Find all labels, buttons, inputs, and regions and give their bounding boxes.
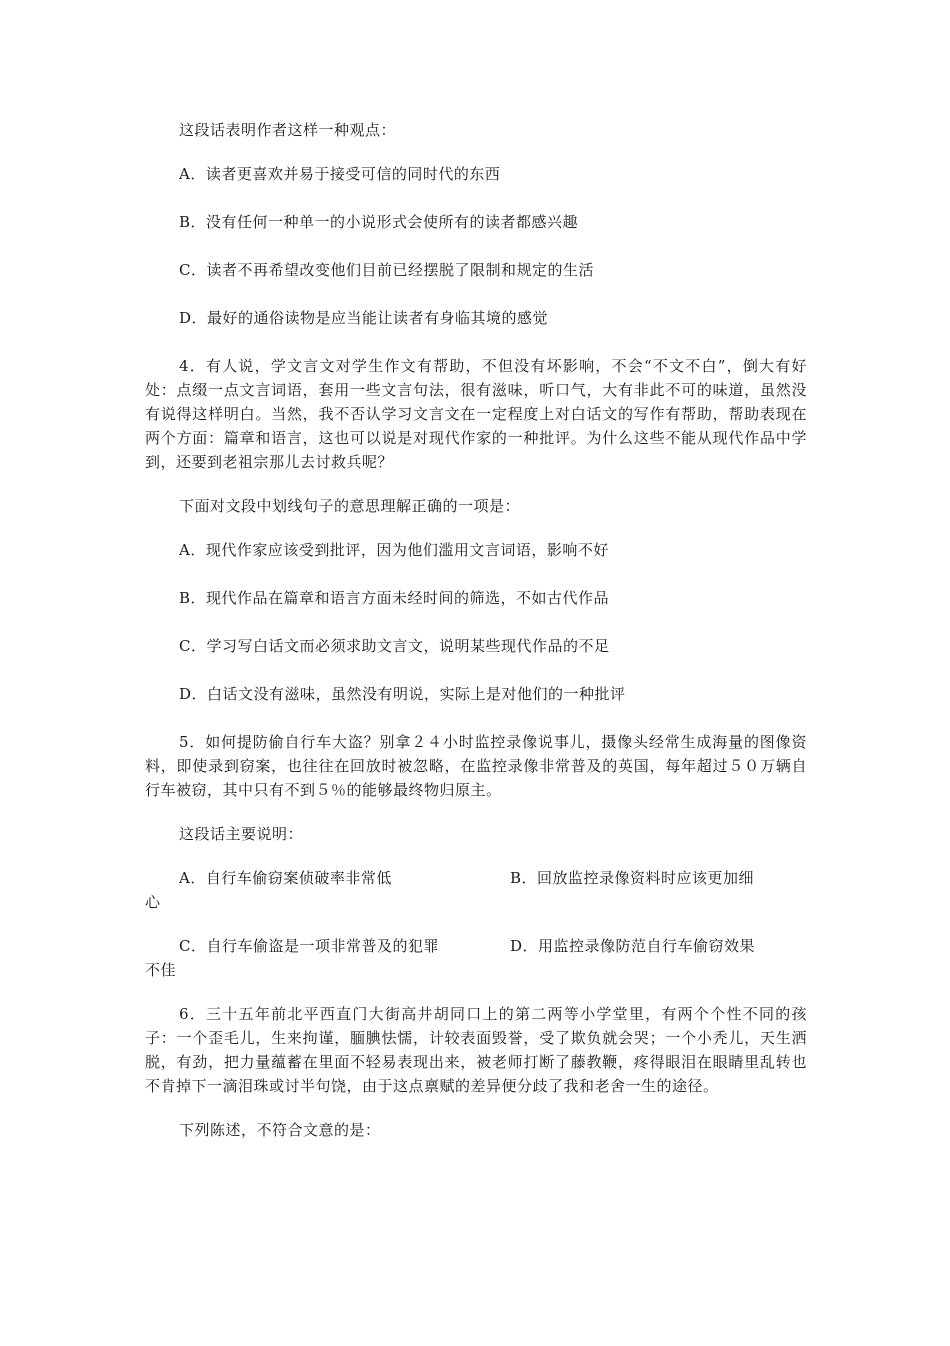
q4-option-a: A．现代作家应该受到批评，因为他们滥用文言词语，影响不好 <box>179 541 609 559</box>
q6-passage: 6．三十五年前北平西直门大街高井胡同口上的第二两等小学堂里，有两个个性不同的孩子：一个歪毛儿，生来拘谨，腼腆怯懦，计较表面毁誉，受了欺负就会哭；一个小秃儿，天生洒脱，有劲，把力量蕴蓄在里面不轻易表现出来，被老师打断了藤教鞭，疼得眼泪在眼睛里乱转也不肯掉下一滴泪珠或讨半句饶，由于这点禀赋的差异便分歧了我和老舍一生的途径。 <box>145 1005 807 1095</box>
q5-option-c: C．自行车偷盗是一项非常普及的犯罪 <box>179 937 439 955</box>
q5-option-b-wrap: 心 <box>145 893 161 911</box>
document-page <box>145 118 807 1162</box>
q5-passage: 5．如何提防偷自行车大盗？别拿２４小时监控录像说事儿，摄像头经常生成海量的图像资料，即使录到窃案，也往往在回放时被忽略，在监控录像非常普及的英国，每年超过５０万辆自行车被窃，其中只有不到５％的能够最终物归原主。 <box>145 733 807 799</box>
q3-option-b: B．没有任何一种单一的小说形式会使所有的读者都感兴趣 <box>179 213 579 231</box>
q6-stem: 下列陈述，不符合文意的是： <box>179 1121 381 1139</box>
q4-option-b: B．现代作品在篇章和语言方面未经时间的筛选，不如古代作品 <box>179 589 610 607</box>
q5-stem: 这段话主要说明： <box>179 825 304 843</box>
q5-option-d-wrap: 不佳 <box>145 961 177 979</box>
q5-option-b: B．回放监控录像资料时应该更加细 <box>510 869 755 887</box>
q3-stem: 这段话表明作者这样一种观点： <box>179 121 397 139</box>
q3-option-a: A．读者更喜欢并易于接受可信的同时代的东西 <box>179 165 501 183</box>
q4-stem: 下面对文段中划线句子的意思理解正确的一项是： <box>179 497 521 515</box>
q5-option-d: D．用监控录像防范自行车偷窃效果 <box>510 937 756 955</box>
q4-passage: 4．有人说，学文言文对学生作文有帮助，不但没有坏影响，不会“不文不白”，倒大有好处：点缀一点文言词语，套用一些文言句法，很有滋味，听口气，大有非此不可的味道，虽然没有说得这样明白。当然，我不否认学习文言文在一定程度上对白话文的写作有帮助，帮助表现在两个方面：篇章和语言，这也可以说是对现代作家的一种批评。为什么这些不能从现代作品中学到，还要到老祖宗那儿去讨救兵呢？ <box>145 357 807 471</box>
q5-options-row-1 <box>145 866 807 914</box>
q3-option-d: D．最好的通俗读物是应当能让读者有身临其境的感觉 <box>179 309 549 327</box>
q4-option-c: C．学习写白话文而必须求助文言文，说明某些现代作品的不足 <box>179 637 610 655</box>
q4-option-d: D．白话文没有滋味，虽然没有明说，实际上是对他们的一种批评 <box>179 685 626 703</box>
q5-options-row-2 <box>145 934 807 982</box>
q5-option-a: A．自行车偷窃案侦破率非常低 <box>179 869 392 887</box>
q3-option-c: C．读者不再希望改变他们目前已经摆脱了限制和规定的生活 <box>179 261 594 279</box>
